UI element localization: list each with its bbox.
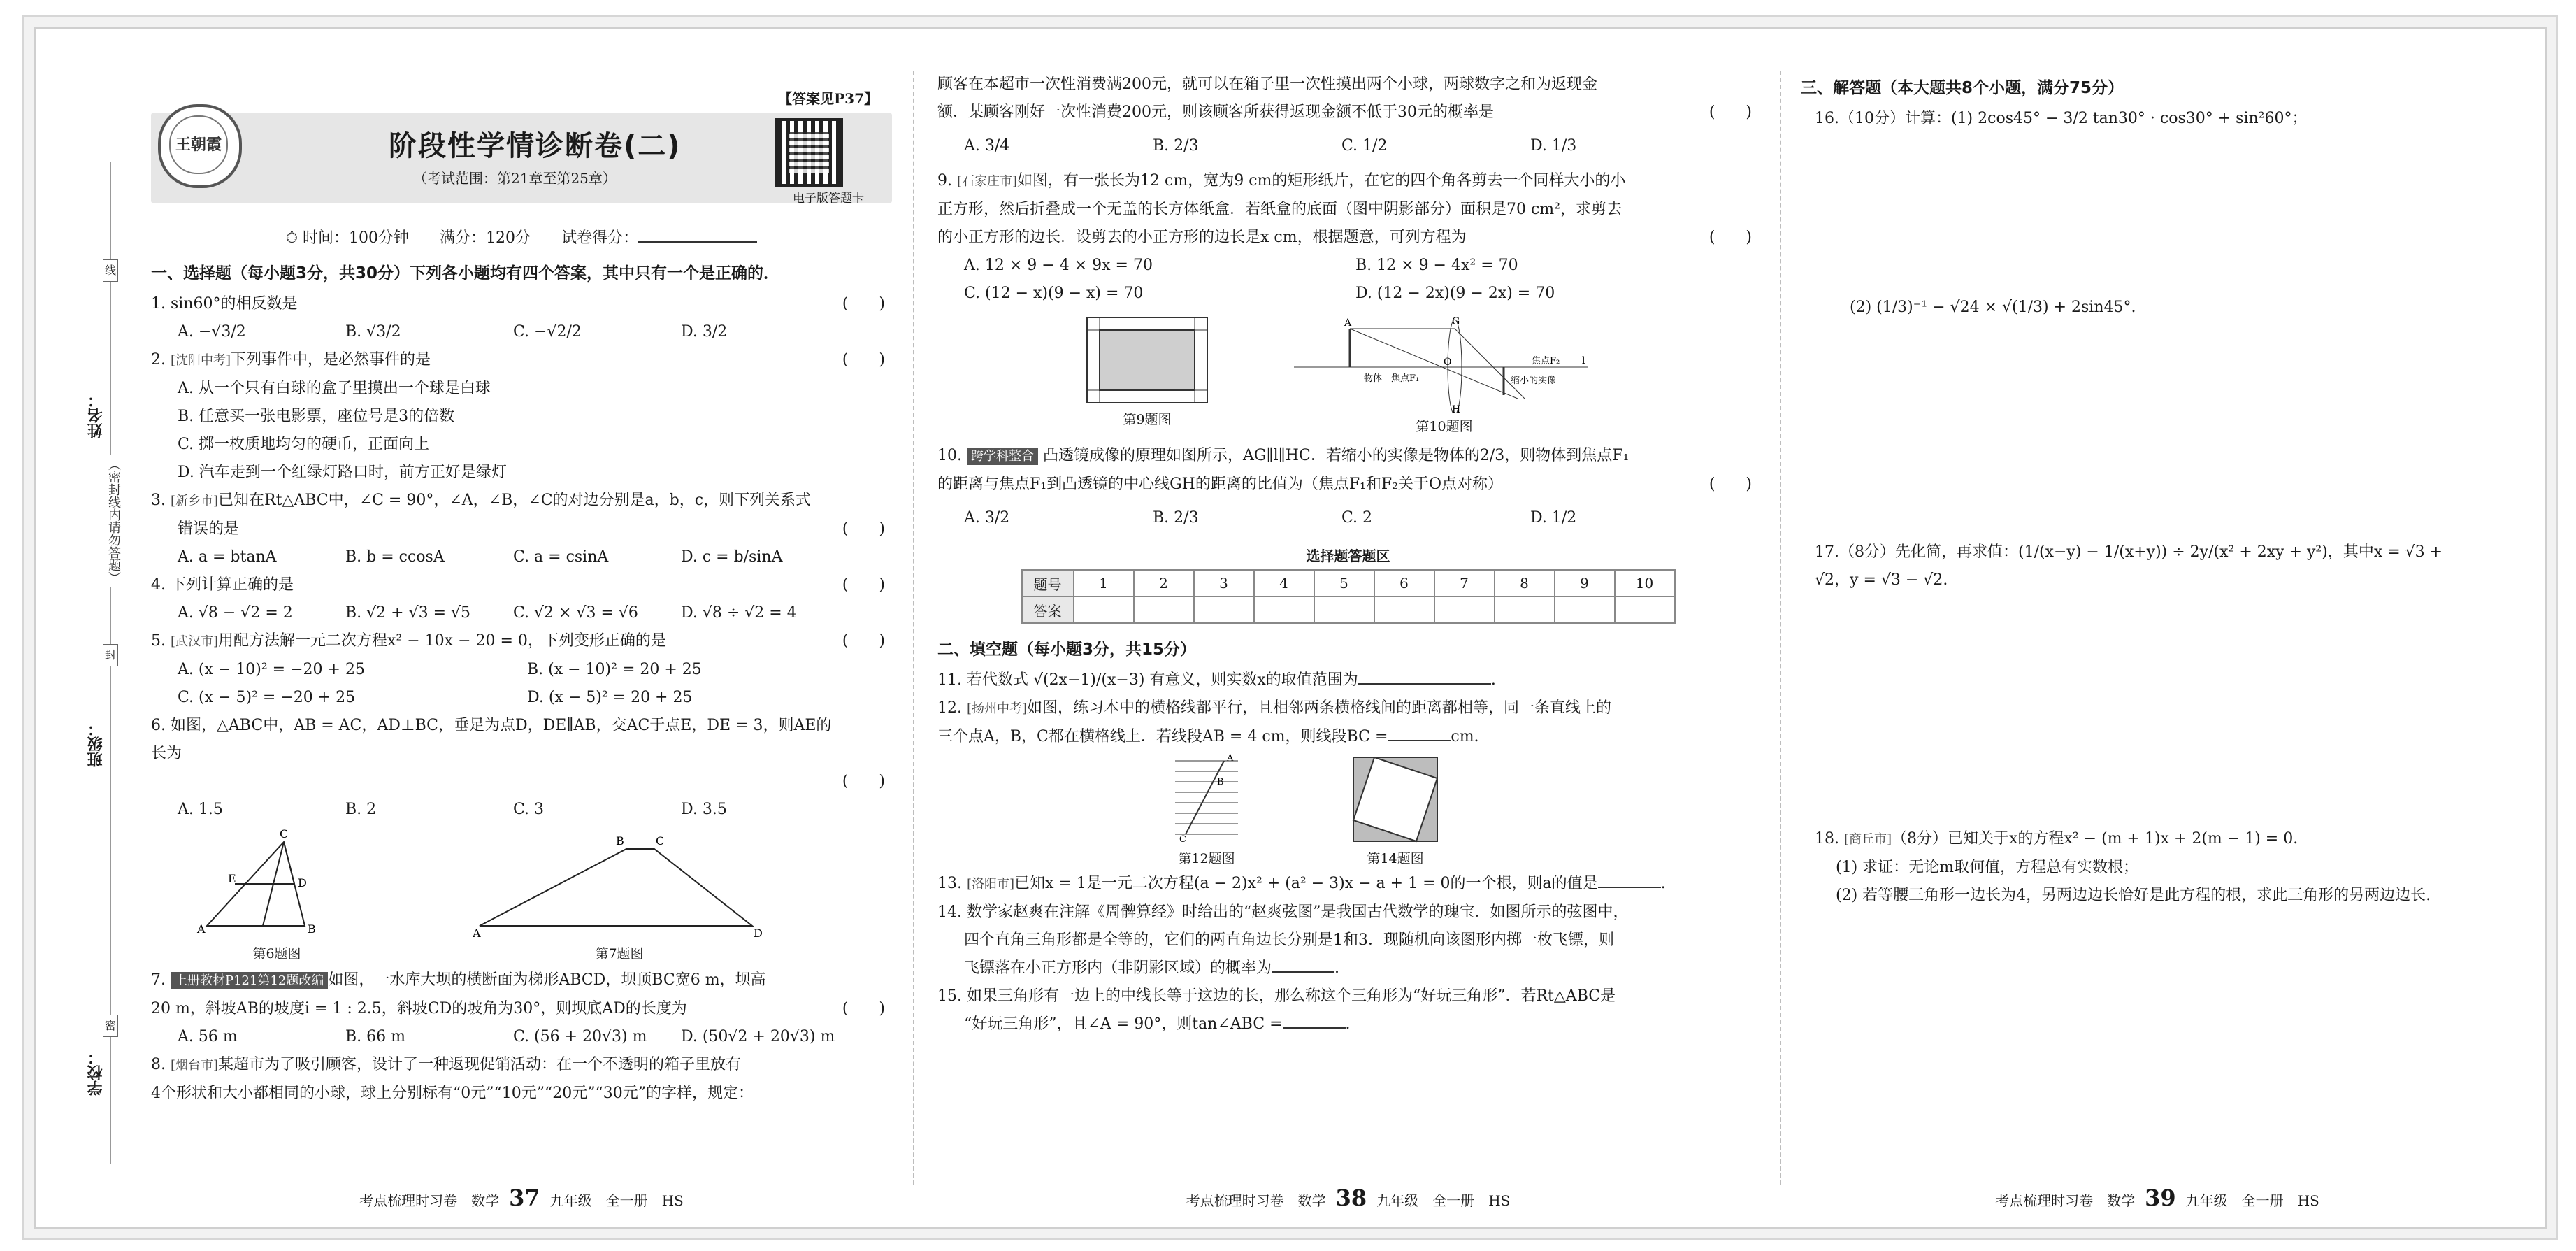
section-2-title: 二、填空题（每小题3分，共15分） bbox=[937, 641, 1197, 659]
figure-12: A B C 第12题图 bbox=[1168, 754, 1245, 867]
answer-cell[interactable] bbox=[1374, 596, 1434, 623]
qr-code[interactable] bbox=[775, 118, 843, 187]
q2-option-b: B. 任意买一张电影票，座位号是3的倍数 bbox=[178, 408, 455, 425]
name-label: 姓名： bbox=[87, 392, 105, 438]
q6-options: A. 1.5 B. 2 C. 3 D. 3.5 bbox=[178, 801, 727, 818]
figure-6: C E D A B 第6题图 bbox=[193, 828, 361, 962]
question-8-cont: 4个形状和大小都相同的小球，球上分别标有“0元”“10元”“20元”“30元”的字样，规定： bbox=[151, 1085, 754, 1102]
question-16b: (2) (1/3)⁻¹ − √24 × √(1/3) + 2sin45°. bbox=[1850, 299, 2136, 316]
figure-14: 第14题图 bbox=[1350, 754, 1441, 867]
seal-char: 线 bbox=[103, 259, 118, 282]
answer-cell[interactable] bbox=[1555, 596, 1615, 623]
question-9-cont2: 的小正方形的边长．设剪去的小正方形的边长是x cm，根据题意，可列方程为 ( ) bbox=[937, 229, 1752, 246]
answer-table-title: 选择题答题区 bbox=[1306, 548, 1390, 564]
answer-blank[interactable] bbox=[1598, 887, 1661, 888]
question-11: 11. 若代数式 √(2x−1)/(x−3) 有意义，则实数x的取值范围为 . bbox=[937, 671, 1496, 689]
q2-option-d: D. 汽车走到一个红绿灯路口时，前方正好是绿灯 bbox=[178, 464, 507, 481]
page-footer: 考点梳理时习卷 数学 38 九年级 全一册 HS bbox=[1186, 1185, 1511, 1211]
answer-cell[interactable] bbox=[1434, 596, 1495, 623]
svg-text:B: B bbox=[308, 922, 316, 936]
question-17: 17.（8分）先化简，再求值：(1/(x−y) − 1/(x+y)) ÷ 2y/(x² + 2xy + y²)，其中x = √3 + √2，y = √3 − √2. bbox=[1815, 543, 2443, 589]
exam-meta: ⏱ 时间：100分钟 满分：120分 试卷得分： bbox=[151, 226, 892, 248]
page-37 bbox=[151, 71, 892, 1211]
answer-blank[interactable] bbox=[1283, 1027, 1346, 1029]
answer-cell[interactable] bbox=[1254, 596, 1314, 623]
seal-note: （密封线内请勿答题） bbox=[104, 455, 122, 587]
answer-cell[interactable] bbox=[1615, 596, 1675, 623]
answer-reference: 【答案见P37】 bbox=[778, 90, 878, 107]
figure-10: A G H O 焦点F₂ 物体 焦点F₁ 缩小的实像 l 第10题图 bbox=[1294, 315, 1595, 435]
question-18b: (2) 若等腰三角形一边长为4，另两边边长恰好是此方程的根，求此三角形的另两边边长. bbox=[1836, 887, 2431, 904]
question-3: 3. [新乡市]已知在Rt△ABC中，∠C = 90°，∠A，∠B，∠C的对边分别是a，b，c，则下列关系式 bbox=[151, 492, 812, 509]
section-3-title: 三、解答题（本大题共8个小题，满分75分） bbox=[1801, 79, 2124, 97]
question-6: 6. 如图，△ABC中，AB = AC，AD⊥BC，垂足为点D，DE∥AB，交AC于点E，DE = 3，则AE的长为 bbox=[151, 717, 832, 762]
answer-space[interactable] bbox=[1801, 322, 2514, 538]
page-39 bbox=[1801, 71, 2514, 1211]
question-12-cont: 三个点A，B，C都在横格线上．若线段AB = 4 cm，则线段BC = cm. bbox=[937, 728, 1479, 745]
question-3-cont: 错误的是 ( ) bbox=[178, 520, 885, 538]
answer-space[interactable] bbox=[1801, 594, 2514, 825]
svg-text:A: A bbox=[473, 927, 481, 940]
svg-text:D: D bbox=[298, 876, 307, 889]
q4-options: A. √8 − √2 = 2 B. √2 + √3 = √5 C. √2 × √3 = √6 D. √8 ÷ √2 = 4 bbox=[178, 604, 797, 622]
question-8-cont2: 顾客在本超市一次性消费满200元，就可以在箱子里一次性摸出两个小球，两球数字之和为返现金 bbox=[937, 76, 1597, 93]
seal-char: 密 bbox=[103, 1015, 118, 1037]
svg-text:缩小的实像: 缩小的实像 bbox=[1511, 376, 1557, 386]
question-14: 14. 数学家赵爽在注解《周髀算经》时给出的“赵爽弦图”是我国古代数学的瑰宝．如图所示的弦图中， bbox=[937, 903, 1629, 921]
question-7: 7. 上册教材P121第12题改编 如图，一水库大坝的横断面为梯形ABCD，坝顶BC宽6 m，坝高 bbox=[151, 971, 766, 989]
answer-blank[interactable] bbox=[1272, 971, 1334, 973]
question-13: 13. [洛阳市]已知x = 1是一元二次方程(a − 2)x² + (a² − 3)x − a + 1 = 0的一个根，则a的值是 . bbox=[937, 875, 1666, 892]
answer-cell[interactable] bbox=[1495, 596, 1555, 623]
page-38 bbox=[937, 71, 1759, 1211]
answer-cell[interactable] bbox=[1074, 596, 1134, 623]
question-15: 15. 如果三角形有一边上的中线长等于这边的长，那么称这个三角形为“好玩三角形”．若Rt△ABC是 bbox=[937, 987, 1616, 1005]
svg-text:C: C bbox=[656, 834, 665, 848]
svg-text:焦点F₂: 焦点F₂ bbox=[1532, 356, 1560, 366]
question-1: 1. sin60°的相反数是 ( ) bbox=[151, 295, 885, 313]
q2-option-c: C. 掷一枚质地均匀的硬币，正面向上 bbox=[178, 436, 430, 453]
section-1-title: 一、选择题（每小题3分，共30分）下列各小题均有四个答案，其中只有一个是正确的． bbox=[151, 264, 780, 283]
exam-sheet bbox=[34, 27, 2547, 1229]
table-header: 答案 bbox=[1022, 596, 1074, 623]
column-divider bbox=[913, 71, 914, 1185]
svg-text:E: E bbox=[228, 872, 236, 885]
svg-text:A: A bbox=[1227, 754, 1234, 764]
question-9: 9. [石家庄市]如图，有一张长为12 cm，宽为9 cm的矩形纸片，在它的四个角各剪去一个同样大小的小 bbox=[937, 172, 1626, 190]
figures-12-14 bbox=[937, 754, 1759, 867]
question-14-cont: 四个直角三角形都是全等的，它们的两直角边长分别是1和3．现随机向该图形内掷一枚飞镖，则 bbox=[964, 931, 1614, 949]
svg-text:物体 焦点F₁: 物体 焦点F₁ bbox=[1364, 373, 1420, 384]
svg-text:B: B bbox=[616, 834, 624, 848]
question-10: 10. 跨学科整合 凸透镜成像的原理如图所示，AG∥l∥HC．若缩小的实像是物体的2/3，则物体到焦点F₁ bbox=[937, 447, 1629, 464]
page-footer: 考点梳理时习卷 数学 37 九年级 全一册 HS bbox=[359, 1185, 684, 1211]
answer-cell[interactable] bbox=[1314, 596, 1374, 623]
column-divider bbox=[1780, 71, 1781, 1185]
paper-title: 阶段性学情诊断卷(二) bbox=[389, 130, 682, 162]
answer-blank[interactable] bbox=[1358, 683, 1491, 685]
figures-9-10 bbox=[937, 315, 1759, 435]
svg-text:C: C bbox=[1179, 834, 1186, 845]
svg-text:H: H bbox=[1452, 404, 1461, 413]
figures-6-7 bbox=[151, 828, 892, 962]
question-5: 5. [武汉市]用配方法解一元二次方程x² − 10x − 20 = 0，下列变形正确的是 ( ) bbox=[151, 632, 885, 650]
svg-text:B: B bbox=[1217, 777, 1224, 787]
question-9-cont: 正方形，然后折叠成一个无盖的长方体纸盒．若纸盒的底面（图中阴影部分）面积是70 cm²，求剪去 bbox=[937, 201, 1622, 218]
answer-cell[interactable] bbox=[1194, 596, 1254, 623]
q3-options: A. a = btanA B. b = ccosA C. a = csinA D. c = b/sinA bbox=[178, 548, 783, 566]
question-7-cont: 20 m，斜坡AB的坡度i = 1 : 2.5，斜坡CD的坡角为30°，则坝底AD的长度为 ( ) bbox=[151, 1000, 885, 1017]
score-blank[interactable] bbox=[638, 241, 757, 243]
school-label: 学校： bbox=[87, 1050, 105, 1096]
question-14-cont2: 飞镖落在小正方形内（非阴影区域）的概率为 . bbox=[964, 959, 1340, 977]
question-2: 2. [沈阳中考]下列事件中，是必然事件的是 ( ) bbox=[151, 351, 885, 369]
q1-options: A. −√3/2 B. √3/2 C. −√2/2 D. 3/2 bbox=[178, 323, 728, 341]
box-net-figure-9 bbox=[1084, 315, 1210, 406]
figure-7: B C A D 第7题图 bbox=[473, 828, 766, 962]
svg-text:C: C bbox=[280, 828, 289, 841]
q7-options: A. 56 m B. 66 m C. (56 + 20√3) m D. (50√2 + 20√3) m bbox=[178, 1028, 835, 1045]
seal-char: 封 bbox=[103, 644, 118, 666]
question-18: 18. [商丘市]（8分）已知关于x的方程x² − (m + 1)x + 2(m − 1) = 0. bbox=[1815, 830, 2298, 848]
exam-scope: （考试范围：第21章至第25章） bbox=[413, 170, 617, 187]
zhao-shuang-figure-14 bbox=[1350, 754, 1441, 845]
svg-text:G: G bbox=[1452, 316, 1460, 327]
triangle-figure-6 bbox=[193, 828, 361, 940]
lined-paper-figure-12 bbox=[1168, 754, 1245, 845]
answer-cell[interactable] bbox=[1134, 596, 1194, 623]
svg-text:D: D bbox=[754, 927, 763, 940]
question-12: 12. [扬州中考]如图，练习本中的横格线都平行，且相邻两条横格线间的距离都相等，同一条直线上的 bbox=[937, 699, 1612, 717]
question-8-cont3: 额．某顾客刚好一次性消费200元，则该顾客所获得返现金额不低于30元的概率是 ( ) bbox=[937, 103, 1752, 121]
q10-options: A. 3/2 B. 2/3 C. 2 D. 1/2 bbox=[964, 509, 1577, 527]
class-label: 班级： bbox=[87, 721, 105, 767]
q8-options: A. 3/4 B. 2/3 C. 1/2 D. 1/3 bbox=[964, 137, 1577, 155]
figure-9: 第9题图 bbox=[1084, 315, 1210, 435]
question-10-cont: 的距离与焦点F₁到凸透镜的中心线GH的距离的比值为（焦点F₁和F₂关于O点对称） ( ) bbox=[937, 476, 1752, 493]
svg-text:A: A bbox=[197, 922, 206, 936]
svg-text:A: A bbox=[1344, 317, 1352, 329]
svg-text:O: O bbox=[1444, 357, 1452, 368]
binding-strip bbox=[64, 162, 147, 1164]
question-6-paren: ( ) bbox=[842, 773, 885, 790]
answer-table: 题号 1 2 3 4 5 6 7 8 9 10 答案 bbox=[1021, 569, 1676, 624]
page-footer: 考点梳理时习卷 数学 39 九年级 全一册 HS bbox=[1995, 1185, 2319, 1211]
q9-options: A. 12 × 9 − 4 × 9x = 70 B. 12 × 9 − 4x² = 70 C. (12 − x)(9 − x) = 70 D. (12 − 2x)(9 − 2x) = 70 bbox=[964, 257, 1555, 302]
question-8: 8. [烟台市]某超市为了吸引顾客，设计了一种返现促销活动：在一个不透明的箱子里放有 bbox=[151, 1056, 742, 1073]
question-4: 4. 下列计算正确的是 ( ) bbox=[151, 576, 885, 594]
qr-label: 电子版答题卡 bbox=[793, 192, 864, 206]
question-18a: (1) 求证：无论m取何值，方程总有实数根； bbox=[1836, 859, 2139, 876]
question-16a: 16.（10分）计算：(1) 2cos45° − 3/2 tan30° · cos30° + sin²60°； bbox=[1815, 110, 2308, 127]
svg-text:l: l bbox=[1582, 355, 1585, 366]
paper-header bbox=[151, 90, 892, 206]
publisher-logo: 王朝霞 bbox=[158, 104, 242, 188]
table-header: 题号 bbox=[1022, 570, 1074, 596]
answer-space[interactable] bbox=[1801, 133, 2514, 294]
q5-options: A. (x − 10)² = −20 + 25 B. (x − 10)² = 20 + 25 C. (x − 5)² = −20 + 25 D. (x − 5)² = 20 + 25 bbox=[178, 661, 702, 706]
q2-option-a: A. 从一个只有白球的盒子里摸出一个球是白球 bbox=[178, 380, 491, 397]
dam-figure-7 bbox=[473, 828, 766, 940]
lens-figure-10 bbox=[1294, 315, 1595, 413]
answer-blank[interactable] bbox=[1388, 740, 1451, 741]
question-15-cont: “好玩三角形”，且∠A = 90°，则tan∠ABC = . bbox=[964, 1015, 1351, 1033]
